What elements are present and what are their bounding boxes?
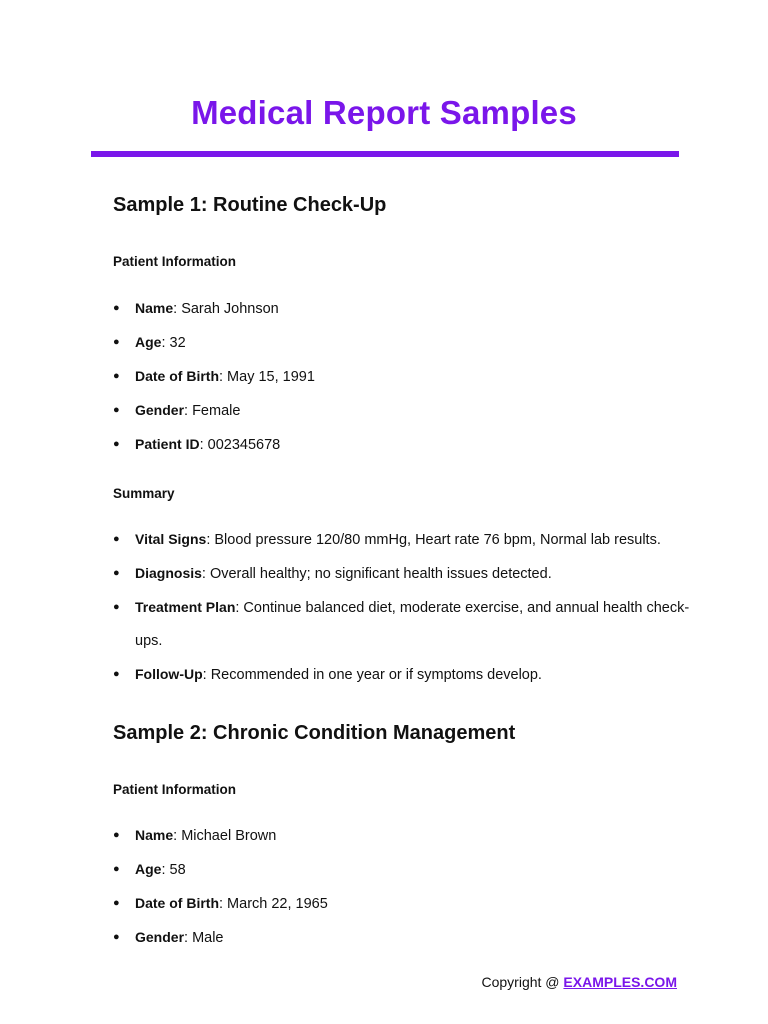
- field-key: Date of Birth: [135, 895, 219, 911]
- sample-1-patient-info-list: [113, 292, 693, 462]
- title-divider: [91, 151, 679, 157]
- sample-1-section: [113, 190, 693, 692]
- field-value: : 32: [161, 335, 186, 351]
- field-value: : Female: [184, 403, 241, 419]
- field-value: : 58: [161, 862, 186, 878]
- list-item: [113, 360, 693, 394]
- list-item: [113, 887, 693, 921]
- field-value: : Sarah Johnson: [173, 301, 279, 317]
- bullet-icon: ●: [113, 567, 120, 579]
- sample-2-patient-info-heading: Patient Information: [113, 782, 237, 797]
- copyright-text: Copyright @: [481, 974, 564, 990]
- bullet-icon: ●: [113, 601, 120, 613]
- field-value: : May 15, 1991: [219, 369, 315, 385]
- list-item: [113, 326, 693, 360]
- field-value: : 002345678: [199, 437, 281, 453]
- list-item: [113, 523, 693, 557]
- field-key: Age: [135, 861, 162, 877]
- field-key: Date of Birth: [135, 368, 219, 384]
- bullet-icon: ●: [113, 302, 120, 314]
- sample-1-summary-heading: Summary: [113, 486, 175, 501]
- document-body: [113, 190, 693, 955]
- field-key: Name: [135, 827, 174, 843]
- list-item: [113, 394, 693, 428]
- bullet-icon: ●: [113, 404, 120, 416]
- bullet-icon: ●: [113, 829, 120, 841]
- list-item: [113, 292, 693, 326]
- list-item: [113, 921, 693, 955]
- field-key: Age: [135, 334, 162, 350]
- bullet-icon: ●: [113, 897, 120, 909]
- bullet-icon: ●: [113, 931, 120, 943]
- bullet-icon: ●: [113, 370, 120, 382]
- list-item: [113, 591, 693, 658]
- field-value: : Continue balanced diet, moderate exercise, and annual health check-ups.: [135, 600, 690, 649]
- bullet-icon: ●: [113, 533, 120, 545]
- field-value: : Blood pressure 120/80 mmHg, Heart rate 76 bpm, Normal lab results.: [206, 532, 661, 548]
- field-key: Patient ID: [135, 436, 200, 452]
- list-item: [113, 853, 693, 887]
- bullet-icon: ●: [113, 668, 120, 680]
- field-key: Vital Signs: [135, 531, 207, 547]
- sample-1-heading: Sample 1: Routine Check-Up: [113, 194, 387, 216]
- brand-link[interactable]: EXAMPLES.COM: [563, 974, 677, 990]
- field-key: Treatment Plan: [135, 599, 236, 615]
- sample-1-summary-list: [113, 523, 693, 692]
- field-value: : Michael Brown: [173, 828, 277, 844]
- bullet-icon: ●: [113, 336, 120, 348]
- field-value: : Overall healthy; no significant health issues detected.: [201, 566, 552, 582]
- sample-1-patient-info-heading: Patient Information: [113, 254, 237, 269]
- list-item: [113, 658, 693, 692]
- field-value: : Male: [184, 930, 224, 946]
- footer-copyright: [482, 972, 678, 992]
- sample-2-heading: Sample 2: Chronic Condition Management: [113, 722, 516, 744]
- sample-2-section: [113, 718, 693, 955]
- field-value: : March 22, 1965: [219, 896, 328, 912]
- document-title: Medical Report Samples: [191, 94, 577, 131]
- list-item: [113, 557, 693, 591]
- field-key: Name: [135, 300, 174, 316]
- sample-2-patient-info-list: [113, 819, 693, 955]
- bullet-icon: ●: [113, 863, 120, 875]
- bullet-icon: ●: [113, 438, 120, 450]
- list-item: [113, 428, 693, 462]
- list-item: [113, 819, 693, 853]
- field-key: Gender: [135, 402, 185, 418]
- field-key: Follow-Up: [135, 666, 203, 682]
- field-key: Diagnosis: [135, 565, 202, 581]
- field-value: : Recommended in one year or if symptoms develop.: [202, 667, 542, 683]
- field-key: Gender: [135, 929, 185, 945]
